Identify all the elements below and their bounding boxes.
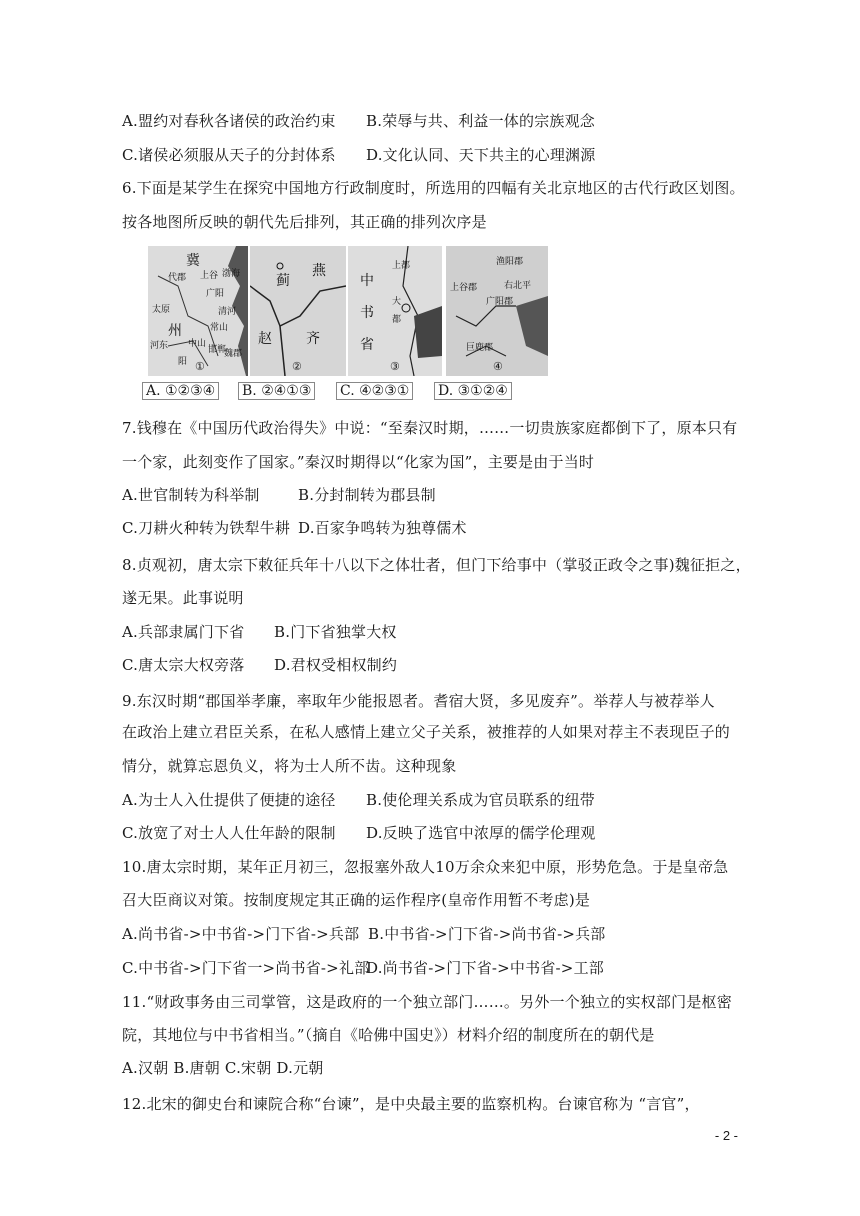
q8-option-a: A.兵部隶属门下省 [122, 623, 245, 641]
q7-stem-line1: 7.钱穆在《中国历代政治得失》中说：“至秦汉时期，……一切贵族家庭都倒下了，原本只有 [122, 419, 738, 437]
map-2-lines [250, 246, 346, 376]
map-1-label-bohai: 渤海 [222, 269, 241, 279]
q11-options: A.汉朝 B.唐朝 C.宋朝 D.元朝 [122, 1059, 324, 1077]
map-4-label-yuyang: 渔阳郡 [496, 257, 524, 267]
q8-stem-line2: 遂无果。此事说明 [122, 589, 244, 607]
map-2-number: ② [292, 360, 302, 373]
q8-option-b: B.门下省独掌大权 [274, 623, 397, 641]
q10-option-b: B.中书省->门下省->尚书省->兵部 [368, 925, 606, 943]
q9-stem-line2: 在政治上建立君臣关系，在私人感情上建立父子关系，被推荐的人如果对荐主不表现臣子的 [122, 723, 731, 741]
q6-maps-figure [148, 246, 548, 402]
map-3-label-du: 都 [392, 315, 402, 325]
q10-option-a: A.尚书省->中书省->门下省->兵部 [122, 925, 360, 943]
q7-option-c: C.刀耕火种转为铁犁牛耕 [122, 519, 291, 537]
q7-stem-line2: 一个家，此刻变作了国家。”秦汉时期得以“化家为国”，主要是由于当时 [122, 453, 595, 471]
q12-stem-line1: 12.北宋的御史台和谏院合称“台谏”，是中央最主要的监察机构。台谏官称为 “言官”， [122, 1095, 700, 1113]
q6-option-c: C. ④②③① [336, 382, 413, 400]
q6-stem-line1: 6.下面是某学生在探究中国地方行政制度时，所选用的四幅有关北京地区的古代行政区划图。 [122, 179, 745, 197]
q11-stem-line2: 院，其地位与中书省相当。”（摘自《哈佛中国史》）材料介绍的制度所在的朝代是 [122, 1026, 655, 1044]
q11-stem-line1: 11.“财政事务由三司掌管，这是政府的一个独立部门……。另外一个独立的实权部门是枢密 [122, 993, 732, 1011]
q9-option-d: D.反映了选官中浓厚的儒学伦理观 [366, 824, 596, 842]
map-1-label-yang: 阳 [178, 357, 188, 367]
q6-option-b: B. ②④①③ [238, 382, 315, 400]
map-1-label-handan: 邯郸 [208, 345, 227, 355]
q5-option-c: C.诸侯必须服从天子的分封体系 [122, 146, 336, 164]
q10-stem-line1: 10.唐太宗时期，某年正月初三，忽报塞外敌人10万余众来犯中原，形势危急。于是皇帝急 [122, 858, 729, 876]
q6-option-d: D. ③①②④ [434, 382, 512, 400]
map-1-label-hedong: 河东 [150, 341, 169, 351]
map-3-label-shu: 书 [360, 305, 374, 321]
q8-option-c: C.唐太宗大权旁落 [122, 656, 245, 674]
q9-stem-line1: 9.东汉时期“郡国举孝廉，率取年少能报恩者。耆宿大贤，多见废弃”。举荐人与被荐举人 [122, 692, 715, 710]
map-2-label-qi: 齐 [306, 331, 320, 347]
q10-option-c: C.中书省->门下省一>尚书省->礼部 [122, 959, 370, 977]
map-1-label-zhou: 州 [168, 323, 182, 339]
map-3-label-da: 大 [392, 297, 402, 307]
map-2-label-zhao: 赵 [258, 331, 272, 347]
map-1-label-weijun: 魏郡 [224, 349, 243, 359]
map-1-label-guangyang: 广阳 [206, 289, 225, 299]
q9-option-b: B.使伦理关系成为官员联系的纽带 [366, 791, 595, 809]
map-4-label-shanggu: 上谷郡 [450, 283, 478, 293]
map-1-label-ji: 冀 [186, 253, 200, 269]
map-3 [348, 246, 442, 376]
map-4-label-julu: 巨鹿郡 [466, 343, 494, 353]
q6-option-a: A. ①②③④ [142, 382, 219, 400]
page-number: - 2 - [714, 1128, 738, 1143]
map-4-label-guangyang: 广阳郡 [486, 297, 514, 307]
q10-option-d: D.尚书省->门下省->中书省->工部 [366, 959, 604, 977]
map-4-label-youbeiping: 右北平 [504, 281, 532, 291]
map-3-label-sheng: 省 [360, 337, 374, 353]
map-2-label-ji: 蓟 [276, 273, 290, 289]
map-1-label-zhongshan: 中山 [188, 339, 207, 349]
q7-option-b: B.分封制转为郡县制 [298, 486, 436, 504]
map-2 [250, 246, 346, 376]
q5-option-a: A.盟约对春秋各诸侯的政治约束 [122, 112, 336, 130]
map-1-label-shanggu: 上谷 [200, 271, 219, 281]
map-1-label-changshan: 常山 [210, 323, 229, 333]
q7-option-a: A.世官制转为科举制 [122, 486, 260, 504]
map-1 [148, 246, 248, 376]
q9-stem-line3: 情分，就算忘恩负义，将为士人所不齿。这种现象 [122, 757, 457, 775]
q7-option-d: D.百家争鸣转为独尊儒术 [298, 519, 467, 537]
map-4-number: ④ [493, 360, 503, 373]
q5-option-b: B.荣辱与共、利益一体的宗族观念 [366, 112, 595, 130]
map-1-label-qinghe: 清河 [218, 307, 237, 317]
map-3-label-zhong: 中 [360, 273, 374, 289]
map-1-number: ① [195, 360, 205, 373]
q5-option-d: D.文化认同、天下共主的心理渊源 [366, 146, 596, 164]
q6-stem-line2: 按各地图所反映的朝代先后排列，其正确的排列次序是 [122, 213, 487, 231]
q9-option-a: A.为士人入仕提供了便捷的途径 [122, 791, 336, 809]
map-1-label-taiyuan: 太原 [152, 305, 171, 315]
q8-option-d: D.君权受相权制约 [274, 656, 398, 674]
map-1-label-daijun: 代郡 [168, 273, 187, 283]
q9-option-c: C.放宽了对士人人仕年龄的限制 [122, 824, 336, 842]
map-4 [446, 246, 548, 376]
q8-stem-line1: 8.贞观初，唐太宗下敕征兵年十八以下之体壮者，但门下给事中（掌驳正政令之事)魏征拒之， [122, 556, 751, 574]
map-3-label-shangdu: 上都 [392, 261, 411, 271]
map-2-label-yan: 燕 [312, 263, 326, 279]
q10-stem-line2: 召大臣商议对策。按制度规定其正确的运作程序(皇帝作用暂不考虑)是 [122, 891, 591, 909]
map-3-number: ③ [390, 360, 400, 373]
